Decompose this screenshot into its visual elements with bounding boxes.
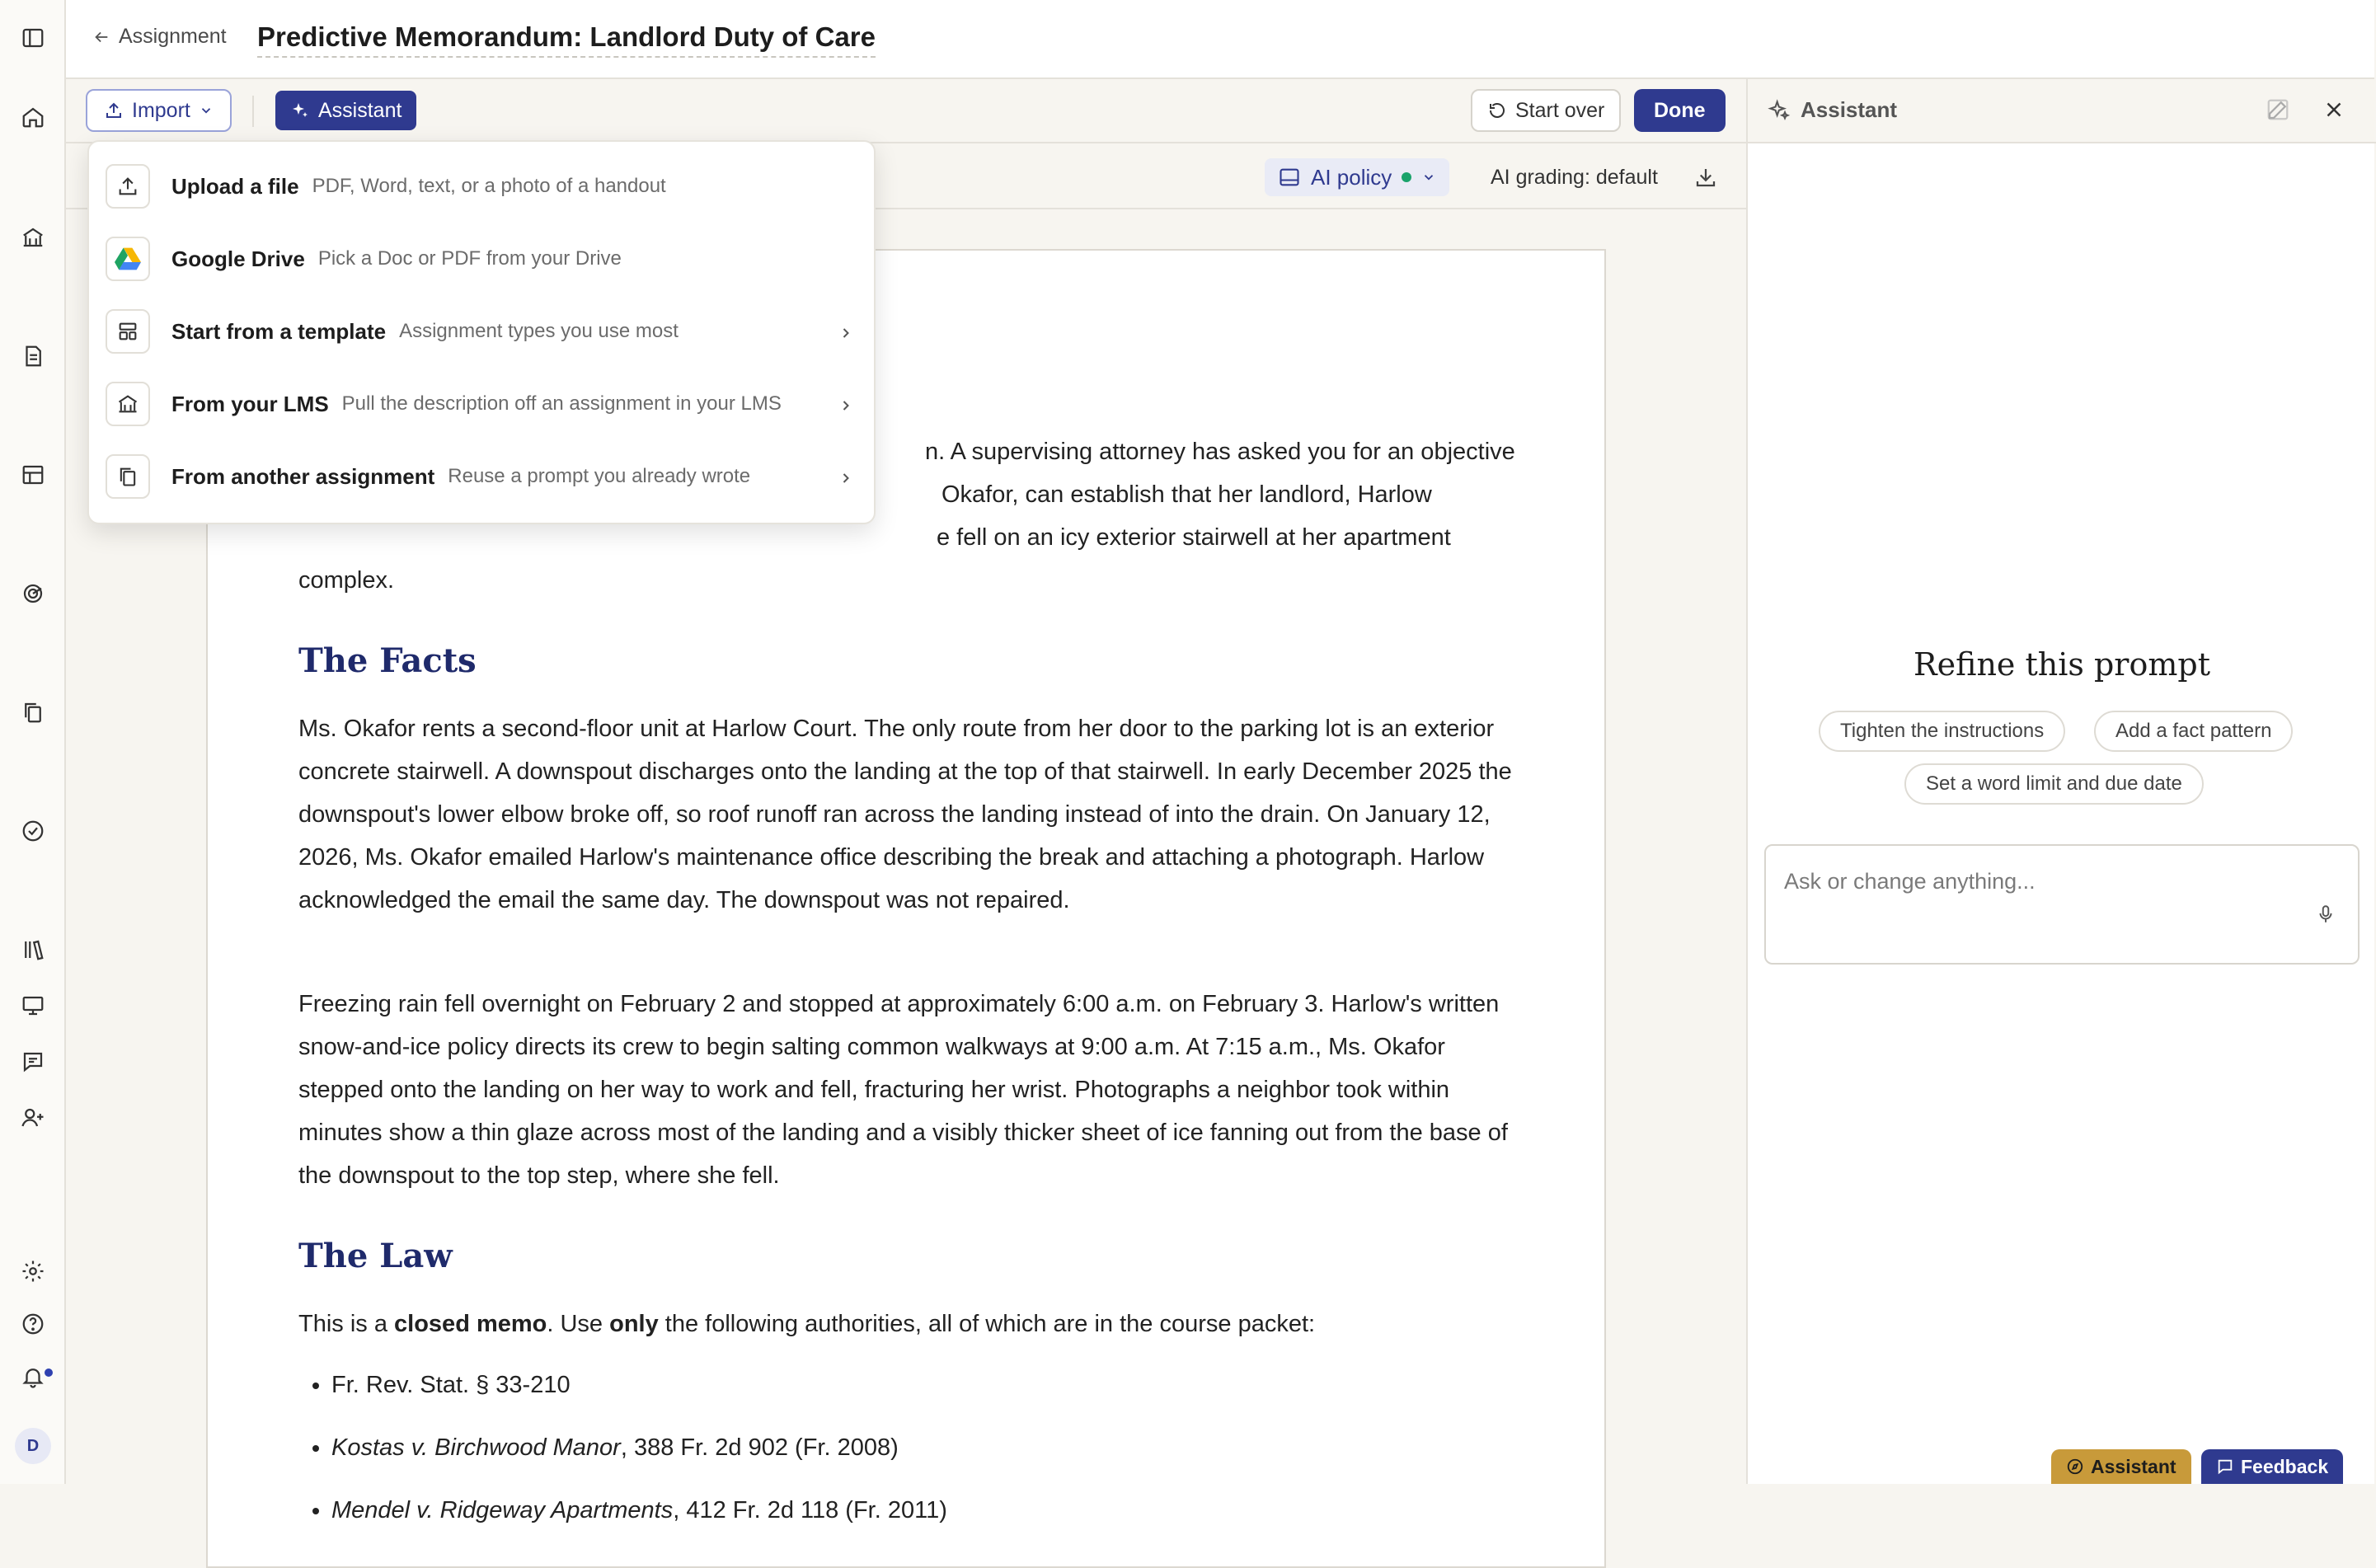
- menu-item-google-drive[interactable]: [106, 226, 861, 292]
- assistant-input[interactable]: [1764, 844, 2360, 965]
- check-circle-icon[interactable]: [16, 815, 49, 847]
- menu-item-label: Google Drive: [171, 246, 305, 271]
- menu-item-another-assignment[interactable]: [106, 444, 861, 509]
- sparkle-icon: [1768, 99, 1791, 122]
- assistant-panel-header: [1748, 79, 2376, 143]
- suggestion-chip[interactable]: Set a word limit and due date: [1904, 763, 2204, 805]
- sparkle-icon: [290, 101, 310, 120]
- menu-item-desc: Pull the description off an assignment in your LMS: [341, 392, 782, 415]
- feedback-label: Feedback: [2241, 1455, 2329, 1477]
- download-icon[interactable]: [1693, 158, 1718, 196]
- message-icon: [2216, 1458, 2234, 1476]
- ai-policy-dropdown[interactable]: [1265, 158, 1449, 196]
- start-over-button[interactable]: [1471, 89, 1621, 132]
- chevron-right-icon: [838, 322, 854, 347]
- menu-item-label: Start from a template: [171, 318, 387, 344]
- menu-item-desc: PDF, Word, text, or a photo of a handout: [312, 175, 666, 197]
- assistant-input-placeholder: Ask or change anything...: [1784, 869, 2036, 894]
- floating-assistant-label: Assistant: [2091, 1455, 2176, 1477]
- refine-heading: Refine this prompt: [1913, 646, 2210, 683]
- message-icon[interactable]: [16, 1045, 49, 1078]
- home-icon[interactable]: [16, 101, 49, 134]
- law-heading: The Law: [298, 1237, 453, 1275]
- chevron-down-icon: [1421, 170, 1436, 185]
- feedback-button[interactable]: [2201, 1449, 2343, 1484]
- chevron-right-icon: [838, 394, 854, 420]
- ai-grading-label[interactable]: AI grading: default: [1491, 165, 1658, 189]
- menu-item-upload-file[interactable]: [106, 153, 861, 219]
- import-label: Import: [132, 98, 190, 122]
- library-icon[interactable]: [16, 933, 49, 966]
- sidebar-toggle-icon[interactable]: [16, 21, 49, 54]
- authorities-list: [331, 1364, 947, 1552]
- suggestion-chip[interactable]: Tighten the instructions: [1819, 711, 2065, 752]
- intro-line-1: n. A supervising attorney has asked you for an objective: [925, 439, 1515, 465]
- menu-item-desc: Reuse a prompt you already wrote: [448, 465, 751, 487]
- done-button[interactable]: Done: [1634, 89, 1726, 132]
- facts-paragraph-2: Freezing rain fell overnight on February 2 and stopped at approximately 6:00 a.m. on February 3. Harlow's written snow-and-ice policy directs its crew to begin salting common walkways at 9:00 a.m. At 7:15 a.m., Ms. Okafor stepped onto the landing on her way to work and fell, fracturing her wrist. Photographs a neighbor took within minutes show a thin glaze across most of the landing and a visibly thicker sheet of ice fanning out from the base of the downspout to the top step, where she fell.: [298, 991, 1508, 1189]
- chevron-right-icon: [838, 467, 854, 492]
- assistant-button-label: Assistant: [318, 98, 402, 122]
- microphone-icon[interactable]: [2315, 904, 2336, 931]
- intro-line-3: e fell on an icy exterior stairwell at her apartment: [937, 524, 1451, 551]
- ai-policy-label: AI policy: [1311, 164, 1392, 190]
- template-icon: [106, 309, 150, 354]
- back-link-label: Assignment: [119, 25, 227, 48]
- menu-item-desc: Pick a Doc or PDF from your Drive: [317, 247, 622, 270]
- google-drive-icon: [106, 237, 150, 281]
- gear-icon[interactable]: [16, 1255, 49, 1288]
- menu-item-template[interactable]: [106, 298, 861, 364]
- assistant-panel-title-text: Assistant: [1801, 97, 1898, 122]
- presentation-icon[interactable]: [16, 989, 49, 1022]
- compass-icon: [2066, 1458, 2084, 1476]
- top-bar: [66, 0, 2374, 79]
- floating-assistant-button[interactable]: [2051, 1449, 2191, 1484]
- menu-item-label: From your LMS: [171, 391, 329, 416]
- assistant-panel: [1746, 79, 2374, 1484]
- menu-item-label: From another assignment: [171, 463, 435, 489]
- upload-icon: [104, 101, 124, 120]
- back-link[interactable]: [92, 25, 227, 49]
- rotate-ccw-icon: [1487, 101, 1507, 120]
- chart-icon[interactable]: [16, 577, 49, 610]
- institution-icon[interactable]: [16, 221, 49, 254]
- toolbar: [66, 79, 1746, 143]
- list-item: • Fr. Rev. Stat. § 33-210: [331, 1364, 947, 1406]
- panel-icon: [1278, 166, 1301, 189]
- menu-item-lms[interactable]: [106, 371, 861, 437]
- toolbar-divider: [252, 96, 254, 127]
- copy-icon: [106, 454, 150, 499]
- institution-icon: [106, 382, 150, 426]
- help-icon[interactable]: [16, 1307, 49, 1340]
- law-intro: This is a closed memo. Use only the following authorities, all of which are in the course packet:: [298, 1311, 1316, 1337]
- upload-icon: [106, 164, 150, 209]
- list-item: • Kostas v. Birchwood Manor, 388 Fr. 2d 902 (Fr. 2008): [331, 1426, 947, 1469]
- edit-icon[interactable]: [2266, 97, 2290, 128]
- assistant-panel-title: [1768, 97, 1897, 123]
- menu-item-label: Upload a file: [171, 173, 299, 199]
- menu-item-desc: Assignment types you use most: [399, 320, 679, 342]
- table-icon[interactable]: [16, 458, 49, 491]
- left-rail: [0, 0, 66, 1484]
- close-icon[interactable]: [2322, 97, 2346, 128]
- facts-heading: The Facts: [298, 641, 477, 680]
- arrow-left-icon: [92, 28, 110, 46]
- copy-icon[interactable]: [16, 696, 49, 729]
- import-button[interactable]: [86, 89, 232, 132]
- start-over-label: Start over: [1515, 98, 1605, 122]
- notification-dot: [43, 1367, 54, 1378]
- status-dot: [1402, 172, 1411, 182]
- import-menu: [87, 140, 876, 524]
- document-icon[interactable]: [16, 340, 49, 373]
- page-title[interactable]: Predictive Memorandum: Landlord Duty of Care: [257, 21, 876, 58]
- assistant-button[interactable]: [275, 91, 416, 130]
- suggestion-chip[interactable]: Add a fact pattern: [2094, 711, 2293, 752]
- intro-line-4: complex.: [298, 567, 395, 594]
- facts-paragraph-1: Ms. Okafor rents a second-floor unit at Harlow Court. The only route from her door to the parking lot is an exterior concrete stairwell. A downspout discharges onto the landing at the top of that stairwell. In early December 2025 the downspout's lower elbow broke off, so roof runoff ran across the landing instead of into the drain. On January 12, 2026, Ms. Okafor emailed Harlow's maintenance office describing the break and attaching a photograph. Harlow acknowledged the email the same day. The downspout was not repaired.: [298, 716, 1512, 913]
- list-item: • Mendel v. Ridgeway Apartments, 412 Fr. 2d 118 (Fr. 2011): [331, 1489, 947, 1532]
- chevron-down-icon: [199, 103, 214, 118]
- avatar[interactable]: D: [15, 1428, 51, 1464]
- add-user-icon[interactable]: [16, 1101, 49, 1134]
- intro-line-2: Okafor, can establish that her landlord, Harlow: [941, 481, 1432, 508]
